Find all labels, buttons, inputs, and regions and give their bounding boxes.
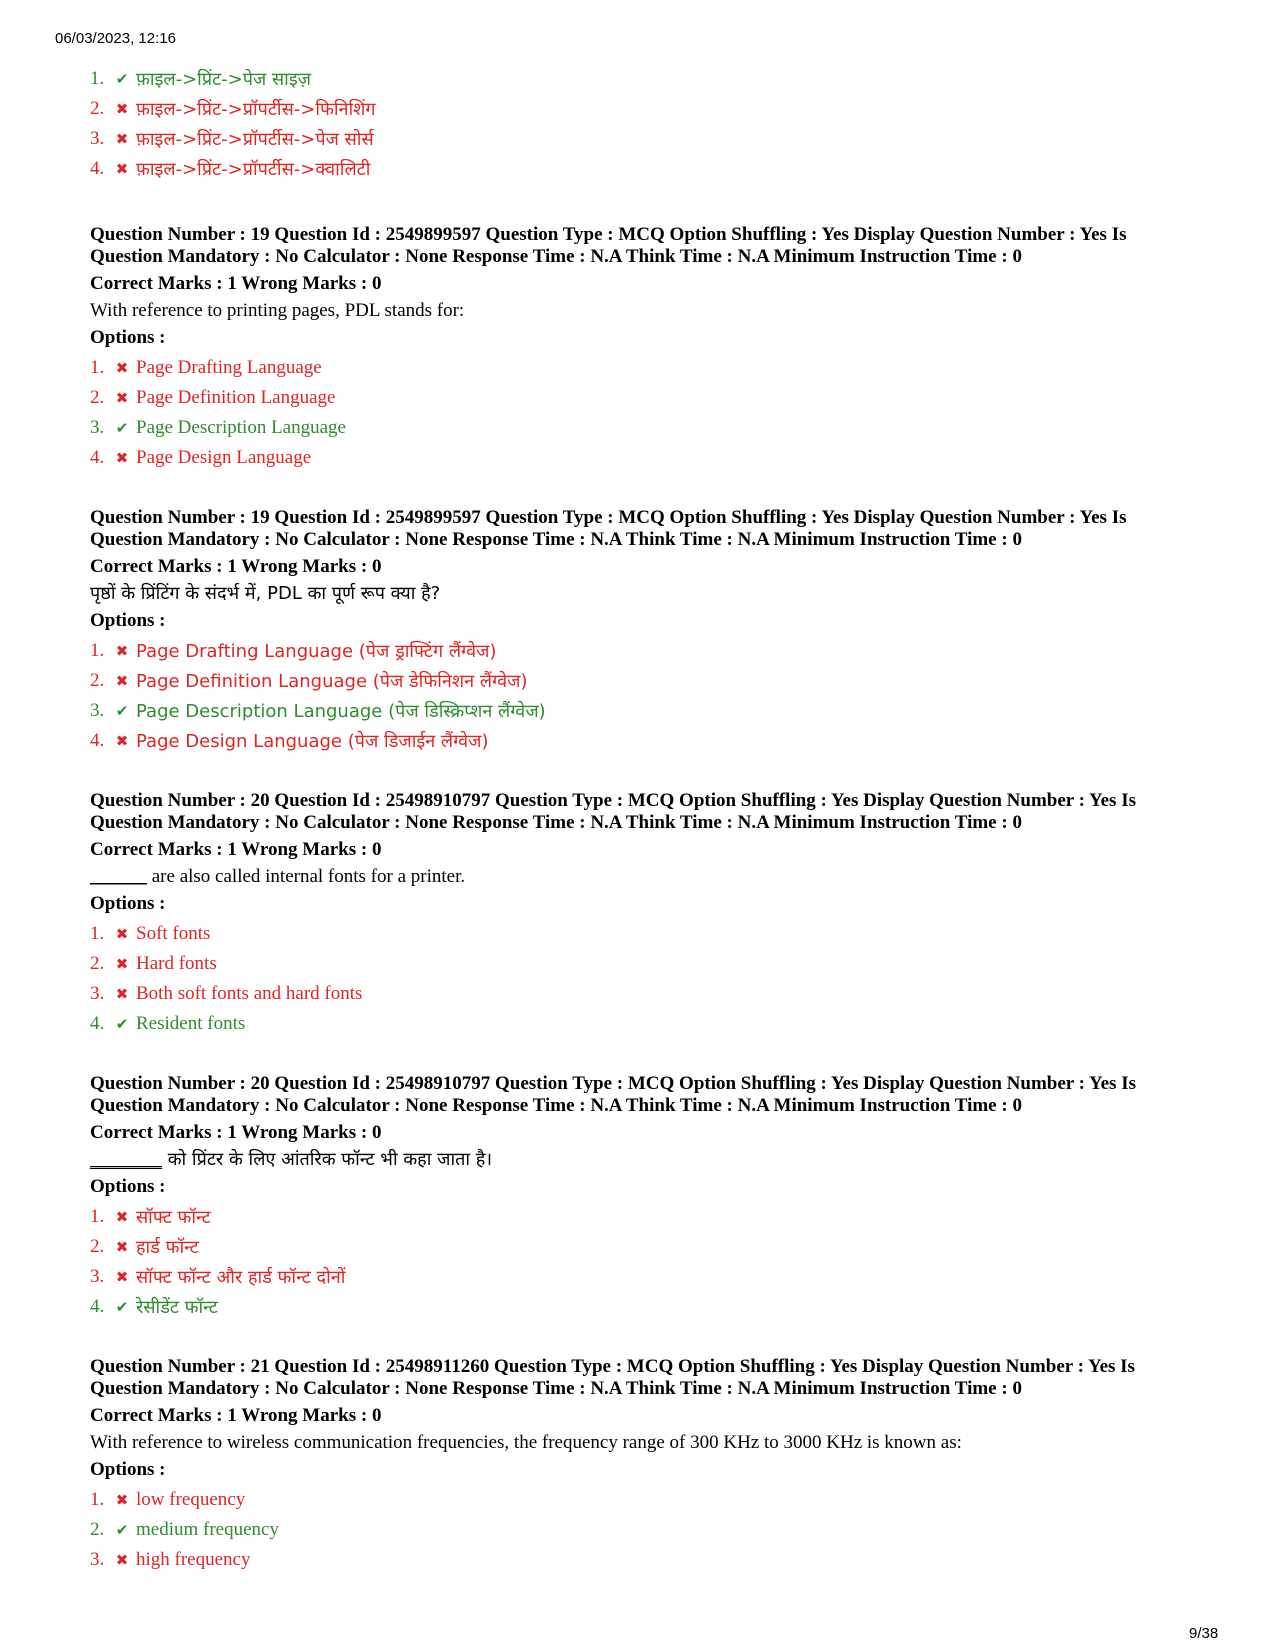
- option-number: 4.: [90, 730, 105, 751]
- option-number: 1.: [90, 1489, 105, 1510]
- option-number: 1.: [90, 1206, 105, 1227]
- answer-blank: ______: [90, 866, 147, 887]
- option-number: 2.: [90, 670, 105, 691]
- option-label: Page Definition Language: [136, 387, 336, 408]
- question-marks: Correct Marks : 1 Wrong Marks : 0: [90, 273, 382, 294]
- question-text: With reference to printing pages, PDL stands for:: [90, 300, 465, 321]
- previous-question-options: [90, 64, 1220, 184]
- options-heading: Options :: [90, 1459, 166, 1480]
- option-label: high frequency: [136, 1549, 251, 1570]
- check-icon: ✔: [115, 1521, 129, 1539]
- options-list: [90, 353, 1220, 473]
- option-number: 1.: [90, 68, 105, 89]
- option-row: [90, 353, 1220, 383]
- option-label: फ़ाइल->प्रिंट->प्रॉपर्टीस->क्वालिटी: [136, 159, 371, 180]
- print-timestamp: 06/03/2023, 12:16: [55, 30, 176, 47]
- options-list: [90, 1485, 1220, 1575]
- question-block: [90, 790, 1220, 1039]
- cross-icon: ✖: [115, 1551, 129, 1569]
- option-number: 2.: [90, 387, 105, 408]
- question-text: [90, 866, 1220, 888]
- option-row: [90, 949, 1220, 979]
- question-text: With reference to wireless communication frequencies, the frequency range of 300 KHz to 3000 KHz is known as:: [90, 1432, 962, 1453]
- option-label: Resident fonts: [136, 1013, 246, 1034]
- option-row: [90, 1009, 1220, 1039]
- question-paper-content: [90, 60, 1220, 1609]
- option-number: 3.: [90, 983, 105, 1004]
- cross-icon: ✖: [115, 100, 129, 118]
- option-number: 3.: [90, 1266, 105, 1287]
- option-number: 1.: [90, 923, 105, 944]
- question-block: [90, 1356, 1220, 1575]
- cross-icon: ✖: [115, 925, 129, 943]
- question-meta-line: Question Mandatory : No Calculator : None Response Time : N.A Think Time : N.A Minimum Instruction Time : 0: [90, 1095, 1022, 1116]
- option-row: [90, 696, 1220, 726]
- option-label: रेसीडेंट फॉन्ट: [136, 1297, 218, 1318]
- option-label: फ़ाइल->प्रिंट->पेज साइज़: [136, 69, 312, 90]
- question-meta-line: Question Number : 19 Question Id : 2549899597 Question Type : MCQ Option Shuffling : Yes Display Question Number : Yes Is: [90, 507, 1127, 528]
- option-label: फ़ाइल->प्रिंट->प्रॉपर्टीस->पेज सोर्स: [136, 129, 374, 150]
- option-row: [90, 979, 1220, 1009]
- cross-icon: ✖: [115, 389, 129, 407]
- cross-icon: ✖: [115, 672, 129, 690]
- option-label: Page Design Language: [136, 447, 312, 468]
- option-label: low frequency: [136, 1489, 246, 1510]
- option-row: [90, 1262, 1220, 1292]
- option-label: सॉफ्ट फॉन्ट: [136, 1207, 211, 1228]
- option-number: 4.: [90, 158, 105, 179]
- option-number: 2.: [90, 953, 105, 974]
- check-icon: ✔: [115, 70, 129, 88]
- option-label: फ़ाइल->प्रिंट->प्रॉपर्टीस->फिनिशिंग: [136, 99, 376, 120]
- option-row: [90, 726, 1220, 756]
- option-row: [90, 1545, 1220, 1575]
- option-label: Page Description Language (पेज डिस्क्रिप्शन लैंग्वेज): [136, 701, 546, 722]
- question-text: [90, 1149, 1220, 1171]
- cross-icon: ✖: [115, 449, 129, 467]
- cross-icon: ✖: [115, 1238, 129, 1256]
- question-meta-line: Question Number : 21 Question Id : 25498911260 Question Type : MCQ Option Shuffling : Yes Display Question Number : Yes Is: [90, 1356, 1135, 1377]
- question-meta-line: Question Mandatory : No Calculator : None Response Time : N.A Think Time : N.A Minimum Instruction Time : 0: [90, 529, 1022, 550]
- option-number: 2.: [90, 1519, 105, 1540]
- option-row: [90, 1202, 1220, 1232]
- option-row: [90, 443, 1220, 473]
- question-meta-line: Question Number : 20 Question Id : 25498910797 Question Type : MCQ Option Shuffling : Yes Display Question Number : Yes Is: [90, 790, 1136, 811]
- cross-icon: ✖: [115, 985, 129, 1003]
- page-number: 9/38: [1189, 1625, 1219, 1642]
- options-heading: Options :: [90, 893, 166, 914]
- question-meta-line: Question Number : 19 Question Id : 2549899597 Question Type : MCQ Option Shuffling : Yes Display Question Number : Yes Is: [90, 224, 1127, 245]
- answer-blank: ________: [90, 1149, 162, 1170]
- option-number: 3.: [90, 128, 105, 149]
- question-text: पृष्ठों के प्रिंटिंग के संदर्भ में, PDL का पूर्ण रूप क्या है?: [90, 583, 441, 604]
- check-icon: ✔: [115, 702, 129, 720]
- option-row: [90, 124, 1220, 154]
- option-number: 3.: [90, 417, 105, 438]
- question-marks: Correct Marks : 1 Wrong Marks : 0: [90, 556, 382, 577]
- options-heading: Options :: [90, 610, 166, 631]
- check-icon: ✔: [115, 1015, 129, 1033]
- option-row: [90, 383, 1220, 413]
- cross-icon: ✖: [115, 642, 129, 660]
- option-number: 1.: [90, 357, 105, 378]
- question-marks: Correct Marks : 1 Wrong Marks : 0: [90, 1405, 382, 1426]
- option-label: सॉफ्ट फॉन्ट और हार्ड फॉन्ट दोनों: [136, 1267, 346, 1288]
- question-text-body: को प्रिंटर के लिए आंतरिक फॉन्ट भी कहा जाता है।: [162, 1149, 493, 1170]
- question-block: [90, 507, 1220, 756]
- option-row: [90, 154, 1220, 184]
- option-number: 4.: [90, 447, 105, 468]
- cross-icon: ✖: [115, 1491, 129, 1509]
- cross-icon: ✖: [115, 955, 129, 973]
- option-label: Page Drafting Language: [136, 357, 322, 378]
- option-number: 2.: [90, 98, 105, 119]
- question-meta-line: Question Mandatory : No Calculator : None Response Time : N.A Think Time : N.A Minimum Instruction Time : 0: [90, 246, 1022, 267]
- option-label: हार्ड फॉन्ट: [136, 1237, 199, 1258]
- cross-icon: ✖: [115, 160, 129, 178]
- question-block: [90, 224, 1220, 473]
- option-number: 3.: [90, 700, 105, 721]
- check-icon: ✔: [115, 1298, 129, 1316]
- option-row: [90, 1232, 1220, 1262]
- options-heading: Options :: [90, 1176, 166, 1197]
- option-row: [90, 636, 1220, 666]
- question-block: [90, 1073, 1220, 1322]
- cross-icon: ✖: [115, 359, 129, 377]
- question-meta-line: Question Mandatory : No Calculator : None Response Time : N.A Think Time : N.A Minimum Instruction Time : 0: [90, 1378, 1022, 1399]
- option-number: 2.: [90, 1236, 105, 1257]
- option-label: Page Description Language: [136, 417, 346, 438]
- option-label: Page Definition Language (पेज डेफिनिशन लैंग्वेज): [136, 671, 528, 692]
- option-number: 3.: [90, 1549, 105, 1570]
- cross-icon: ✖: [115, 1268, 129, 1286]
- question-meta-line: Question Number : 20 Question Id : 25498910797 Question Type : MCQ Option Shuffling : Yes Display Question Number : Yes Is: [90, 1073, 1136, 1094]
- options-list: [90, 636, 1220, 756]
- option-number: 4.: [90, 1296, 105, 1317]
- option-row: [90, 1485, 1220, 1515]
- cross-icon: ✖: [115, 732, 129, 750]
- option-number: 1.: [90, 640, 105, 661]
- check-icon: ✔: [115, 419, 129, 437]
- option-row: [90, 413, 1220, 443]
- option-row: [90, 1515, 1220, 1545]
- options-heading: Options :: [90, 327, 166, 348]
- question-marks: Correct Marks : 1 Wrong Marks : 0: [90, 839, 382, 860]
- option-label: medium frequency: [136, 1519, 279, 1540]
- option-row: [90, 64, 1220, 94]
- option-label: Soft fonts: [136, 923, 211, 944]
- option-label: Hard fonts: [136, 953, 217, 974]
- option-row: [90, 919, 1220, 949]
- option-label: Page Design Language (पेज डिजाईन लैंग्वेज): [136, 731, 489, 752]
- option-number: 4.: [90, 1013, 105, 1034]
- option-label: Page Drafting Language (पेज ड्राफ्टिंग लैंग्वेज): [136, 641, 497, 662]
- option-row: [90, 666, 1220, 696]
- cross-icon: ✖: [115, 130, 129, 148]
- option-label: Both soft fonts and hard fonts: [136, 983, 363, 1004]
- cross-icon: ✖: [115, 1208, 129, 1226]
- question-meta-line: Question Mandatory : No Calculator : None Response Time : N.A Think Time : N.A Minimum Instruction Time : 0: [90, 812, 1022, 833]
- option-row: [90, 94, 1220, 124]
- question-text-body: are also called internal fonts for a printer.: [147, 866, 466, 887]
- option-row: [90, 1292, 1220, 1322]
- options-list: [90, 919, 1220, 1039]
- question-marks: Correct Marks : 1 Wrong Marks : 0: [90, 1122, 382, 1143]
- options-list: [90, 1202, 1220, 1322]
